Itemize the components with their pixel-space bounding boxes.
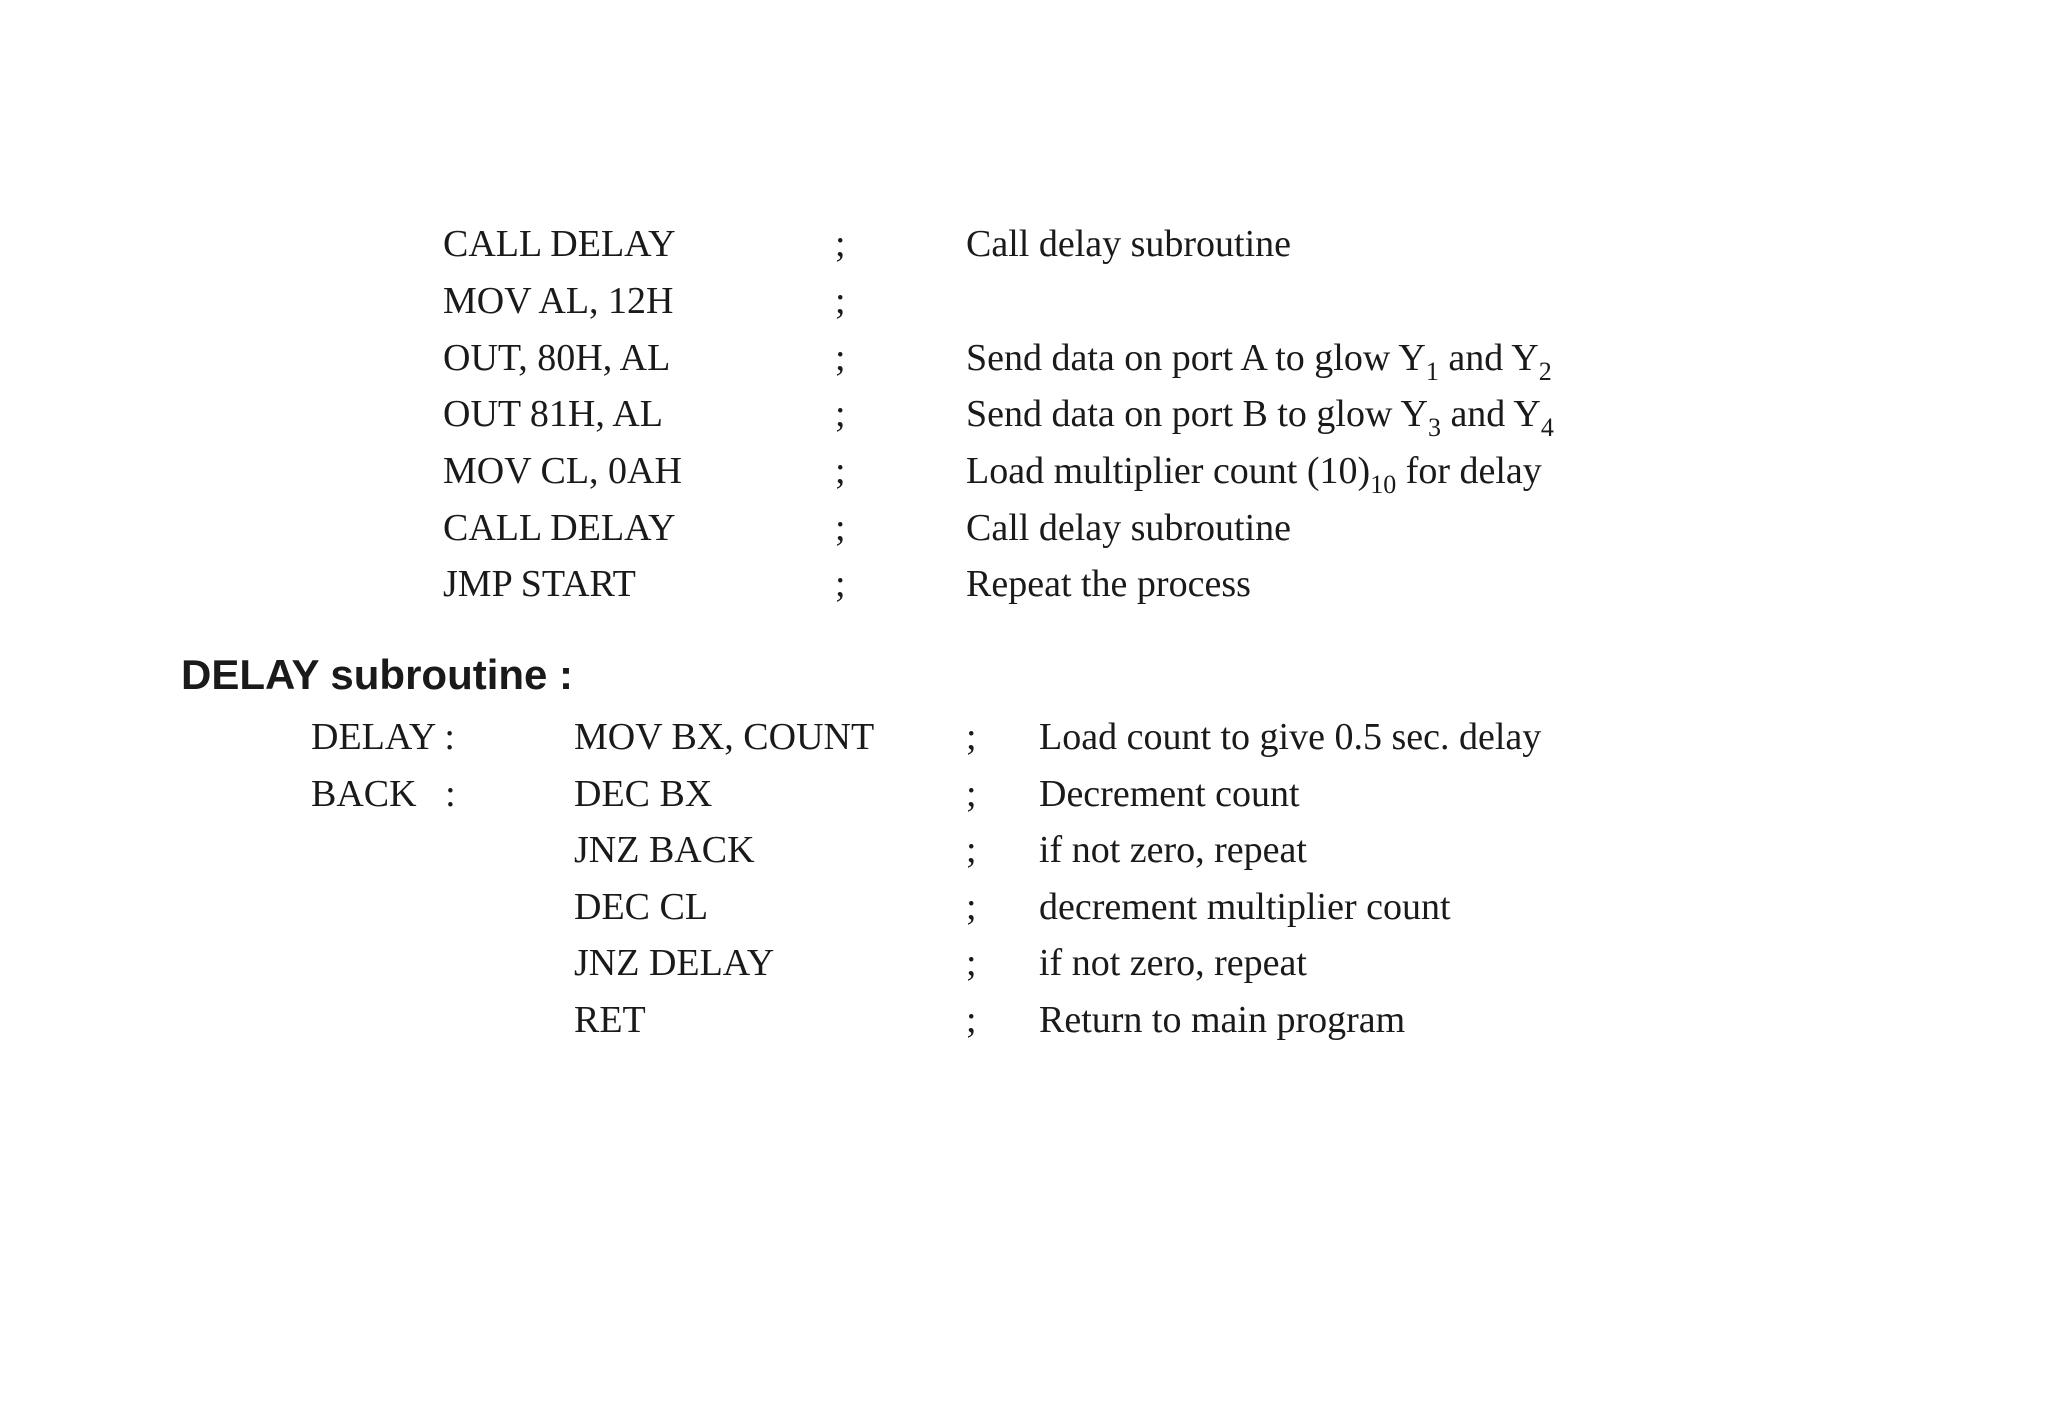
comment-text: Send data on port B to glow Y: [966, 393, 1428, 435]
instruction: JMP START: [443, 563, 636, 605]
comment-text: and Y: [1438, 337, 1539, 379]
comment-separator: ;: [966, 716, 977, 758]
section-heading: DELAY subroutine :: [181, 651, 574, 698]
comment: Load count to give 0.5 sec. delay: [1039, 716, 1542, 758]
instruction: DEC CL: [574, 886, 709, 928]
instruction: DEC BX: [574, 773, 713, 815]
comment: Return to main program: [1039, 999, 1406, 1041]
comment-separator: ;: [835, 507, 846, 549]
instruction: CALL DELAY: [443, 507, 676, 549]
instruction: JNZ BACK: [574, 829, 755, 871]
subscript: 2: [1538, 357, 1552, 386]
instruction: MOV BX, COUNT: [574, 716, 875, 758]
comment: Repeat the process: [966, 563, 1251, 605]
comment-text: and Y: [1440, 393, 1541, 435]
instruction: OUT 81H, AL: [443, 393, 663, 435]
instruction: OUT, 80H, AL: [443, 337, 671, 379]
label: DELAY :: [311, 716, 455, 758]
comment-separator: ;: [966, 773, 977, 815]
comment-separator: ;: [835, 280, 846, 322]
comment: [966, 449, 1542, 499]
comment: if not zero, repeat: [1039, 829, 1307, 871]
comment-separator: ;: [835, 223, 846, 265]
comment-separator: ;: [966, 886, 977, 928]
comment-separator: ;: [835, 563, 846, 605]
comment-text: Load multiplier count (10): [966, 450, 1371, 492]
subscript: 1: [1425, 357, 1439, 386]
subscript: 10: [1370, 470, 1397, 499]
comment-text: for delay: [1396, 450, 1542, 492]
subscript: 3: [1427, 413, 1441, 442]
comment: [966, 392, 1554, 442]
comment-separator: ;: [835, 337, 846, 379]
instruction: CALL DELAY: [443, 223, 676, 265]
comment-separator: ;: [966, 942, 977, 984]
comment-separator: ;: [966, 829, 977, 871]
comment: decrement multiplier count: [1039, 886, 1451, 928]
comment: Decrement count: [1039, 773, 1300, 815]
instruction: RET: [574, 999, 646, 1041]
comment: Call delay subroutine: [966, 223, 1292, 265]
comment: if not zero, repeat: [1039, 942, 1307, 984]
comment-separator: ;: [835, 450, 846, 492]
comment-separator: ;: [835, 393, 846, 435]
instruction: MOV CL, 0AH: [443, 450, 682, 492]
label: BACK :: [311, 773, 456, 815]
instruction: MOV AL, 12H: [443, 280, 674, 322]
comment: [966, 336, 1552, 386]
instruction: JNZ DELAY: [574, 942, 775, 984]
comment: Call delay subroutine: [966, 507, 1292, 549]
comment-separator: ;: [966, 999, 977, 1041]
subscript: 4: [1540, 413, 1554, 442]
comment-text: Send data on port A to glow Y: [966, 337, 1426, 379]
